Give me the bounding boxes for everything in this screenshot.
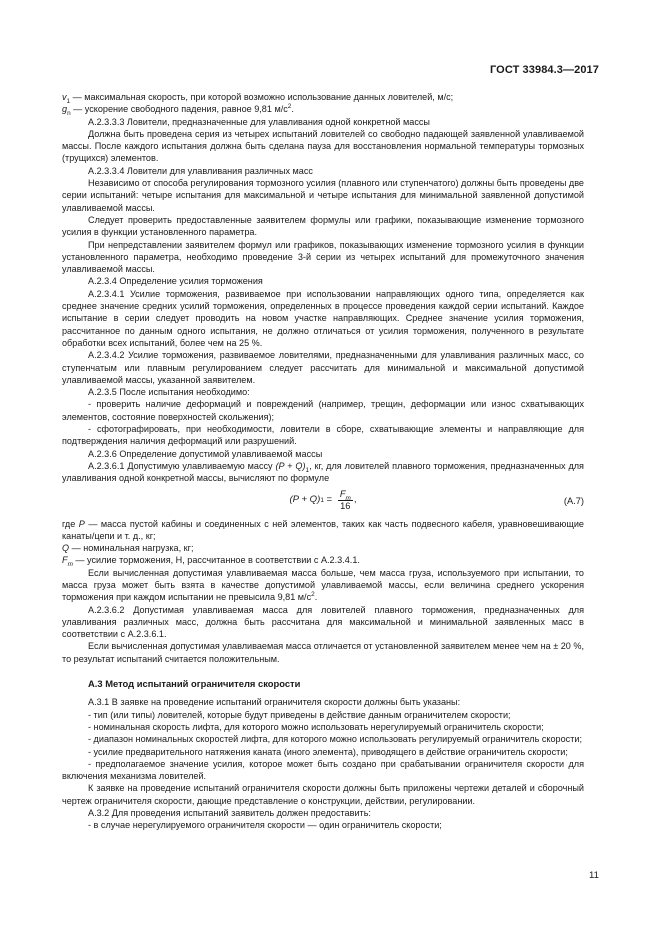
clause-a32: А.3.2 Для проведения испытаний заявитель должен предоставить: [88,808,371,819]
symbol-g: g [62,104,68,115]
clause-a32-item-1: - в случае нерегулируемого ограничителя скорости — один ограничитель скорости; [88,820,442,831]
clause-a2334-body: Независимо от способа регулирования тормозного усилия (плавного или ступенчатого) должны быть проведены две серии испытаний: четыре испытания для максимальной и четыре испытания для минимальной заявленной допустимой улавливаемой массы. [62,178,584,213]
where-p [62,518,584,543]
clause-a2361-pre: А.2.3.6.1 Допустимую улавливаемую массу [88,460,276,471]
clause-a2362: А.2.3.6.2 Допустимая улавливаемая масса для ловителей плавного торможения, предназначенных для улавливания различных масс, должна быть рассчитана для максимальной и минимальной заявленных масс в соответствии с А.2.3.6.1. [62,604,584,640]
standard-number-header: ГОСТ 33984.3—2017 [489,64,599,76]
where-p-sym: P [78,518,85,529]
clause-a236-title: А.2.3.6 Определение допустимой улавливаемой массы [88,448,323,459]
formula-num-sym: F [339,489,346,499]
clause-a235-item-1: - проверить наличие деформаций и повреждений (например, трещин, деформации или износ схватывающих элементов, состояние поверхностей скольжения); [62,399,584,422]
document-body [62,91,584,832]
formula-lhs: (P + Q) [289,494,321,506]
formula-a7 [62,487,584,515]
formula-number: (А.7) [563,495,584,506]
page-number: 11 [589,870,599,881]
clause-mass-larger-sup: 2 [311,591,315,599]
clause-a31: А.3.1 В заявке на проведение испытаний ограничителя скорости должны быть указаны: [88,697,461,708]
clause-a235: А.2.3.5 После испытания необходимо: [88,387,250,398]
clause-a31-drawings: К заявке на проведение испытаний ограничителя скорости должны быть приложены чертежи деталей и сборочный чертеж ограничителя скорости, дающие представление о конструкции, действии, регулировании. [62,783,584,806]
clause-a31-item-3: - диапазон номинальных скоростей лифта, для которого можно использовать регулируемый ограничитель скорости; [88,734,582,745]
symbol-g-sub: n [67,110,71,118]
clause-a2361-expr: (P + Q) [275,460,306,471]
clause-a2333-body: Должна быть проведена серия из четырех испытаний ловителей со свободно падающей заявленной улавливаемой массы. После каждого испытания должна быть сделана пауза для восстановления нормальной температуры тормозных (трущихся) элементов. [62,128,584,164]
section-a3-heading: А.3 Метод испытаний ограничителя скорости [88,678,301,690]
clause-a31-item-1: - тип (или типы) ловителей, которые будут приведены в действие данным ограничителем скорости; [88,709,511,720]
formula-fraction [338,489,353,512]
formula-expression: (P + Q) 1 = $\frac{F_m}{16}$ , [289,489,357,511]
definition-gn-text: — ускорение свободного падения, равное 9,81 м/с [70,104,288,115]
clause-a234-title: А.2.3.4 Определение усилия торможения [88,276,263,287]
where-p-text: — масса пустой кабины и соединенных с ней элементов, таких как часть подвесного кабеля, уравновешивающие канаты/цепи и т. д., кг; [62,518,584,541]
formula-num-sub: m [345,494,351,502]
clause-a2361-post: , кг, для ловителей плавного торможения, предназначенных для улавливания одной конкретной массы, вычисляют по формуле [62,460,584,484]
definition-gn-sup: 2 [287,103,292,111]
clause-a235-item-2: - сфотографировать, при необходимости, ловители в сборе, схватывающие элементы и направляющие для подтверждения наличия деформаций или разрушений. [62,424,584,447]
where-lead: где [62,518,79,529]
clause-mass-larger-tail: . [314,592,318,603]
clause-mass-larger-text: Если вычисленная допустимая улавливаемая масса больше, чем масса груза, используемого при испытании, то масса груза может быть взята в качестве допустимой улавливаемой массы, если величина среднего ускорения торможения при каждом испытании не превысила 9,81 м/с [62,567,584,603]
clause-mass-deviation: Если вычисленная допустимая улавливаемая масса отличается от установленной заявителем менее чем на ± 20 %, то результат испытаний считается положительным. [62,641,584,664]
where-q [62,542,584,554]
formula-denominator: 16 [340,501,351,511]
clause-a31-item-5: - предполагаемое значение усилия, которое может быть создано при срабатывании ограничителя скорости для включения механизма ловителей. [62,758,584,782]
clause-a2334-third-series: При непредставлении заявителем формул или графиков, показывающих изменение тормозного усилия в функции установленного параметра, необходимо проведение 3-й серии из четырех испытаний для промежуточного значения улавливаемой массы. [62,239,584,275]
definition-v1 [62,91,584,103]
formula-equals: = [323,494,335,506]
where-fm-text: — усилие торможения, Н, рассчитанное в соответствии с А.2.3.4.1. [72,555,360,566]
clause-a2333-title: А.2.3.3.3 Ловители, предназначенные для улавливания одной конкретной массы [88,116,430,127]
clause-a31-item-4: - усилие предварительного натяжения каната (иного элемента), приводящего в действие ограничитель скорости; [88,746,568,757]
where-q-text: — номинальная нагрузка, кг; [69,543,194,554]
clause-a31-item-2: - номинальная скорость лифта, для которого можно использовать нерегулируемый ограничитель скорости; [88,721,544,732]
clause-a2342: А.2.3.4.2 Усилие торможения, развиваемое ловителями, предназначенными для улавливания различных масс, со ступенчатым или плавным регулированием следует рассчитать для минимальной и максимальной допустимой улавливаемой массы, указанной заявителем. [62,350,584,385]
clause-a2334-check: Следует проверить предоставленные заявителем формулы или графики, показывающие изменение тормозного усилия в функции установленного параметра. [62,214,584,238]
where-fm [62,554,584,569]
where-fm-sub: m [67,561,73,569]
where-fm-sym: F [62,555,68,566]
formula-tail: , [353,494,357,506]
definition-gn-tail: . [291,104,294,115]
formula-numerator [338,489,353,501]
symbol-v-sub: 1 [66,97,71,105]
symbol-v: v [62,92,67,102]
clause-mass-larger [62,567,584,604]
where-q-sym: Q [62,543,70,554]
clause-a2361 [62,460,584,485]
clause-a2341: А.2.3.4.1 Усилие торможения, развиваемое при использовании направляющих одного типа, определяется как среднее значение средних усилий торможения, определенных в процессе проведения каждой серии испытаний. Каждое испытание в серии следует проводить на новом участке направляющих. Среднее значение усилия торможения, рассчитанное по данным одного испытания, не должно отличаться от усилия торможения, полученного в результате обработки всех испытаний, более чем на 25 %. [62,288,584,348]
definition-v1-text: — максимальная скорость, при которой возможно использование данных ловителей, м/с; [70,92,454,102]
clause-a2361-sub: 1 [305,466,310,474]
definition-gn [62,103,584,118]
clause-a2334-title: А.2.3.3.4 Ловители для улавливания различных масс [88,165,313,176]
